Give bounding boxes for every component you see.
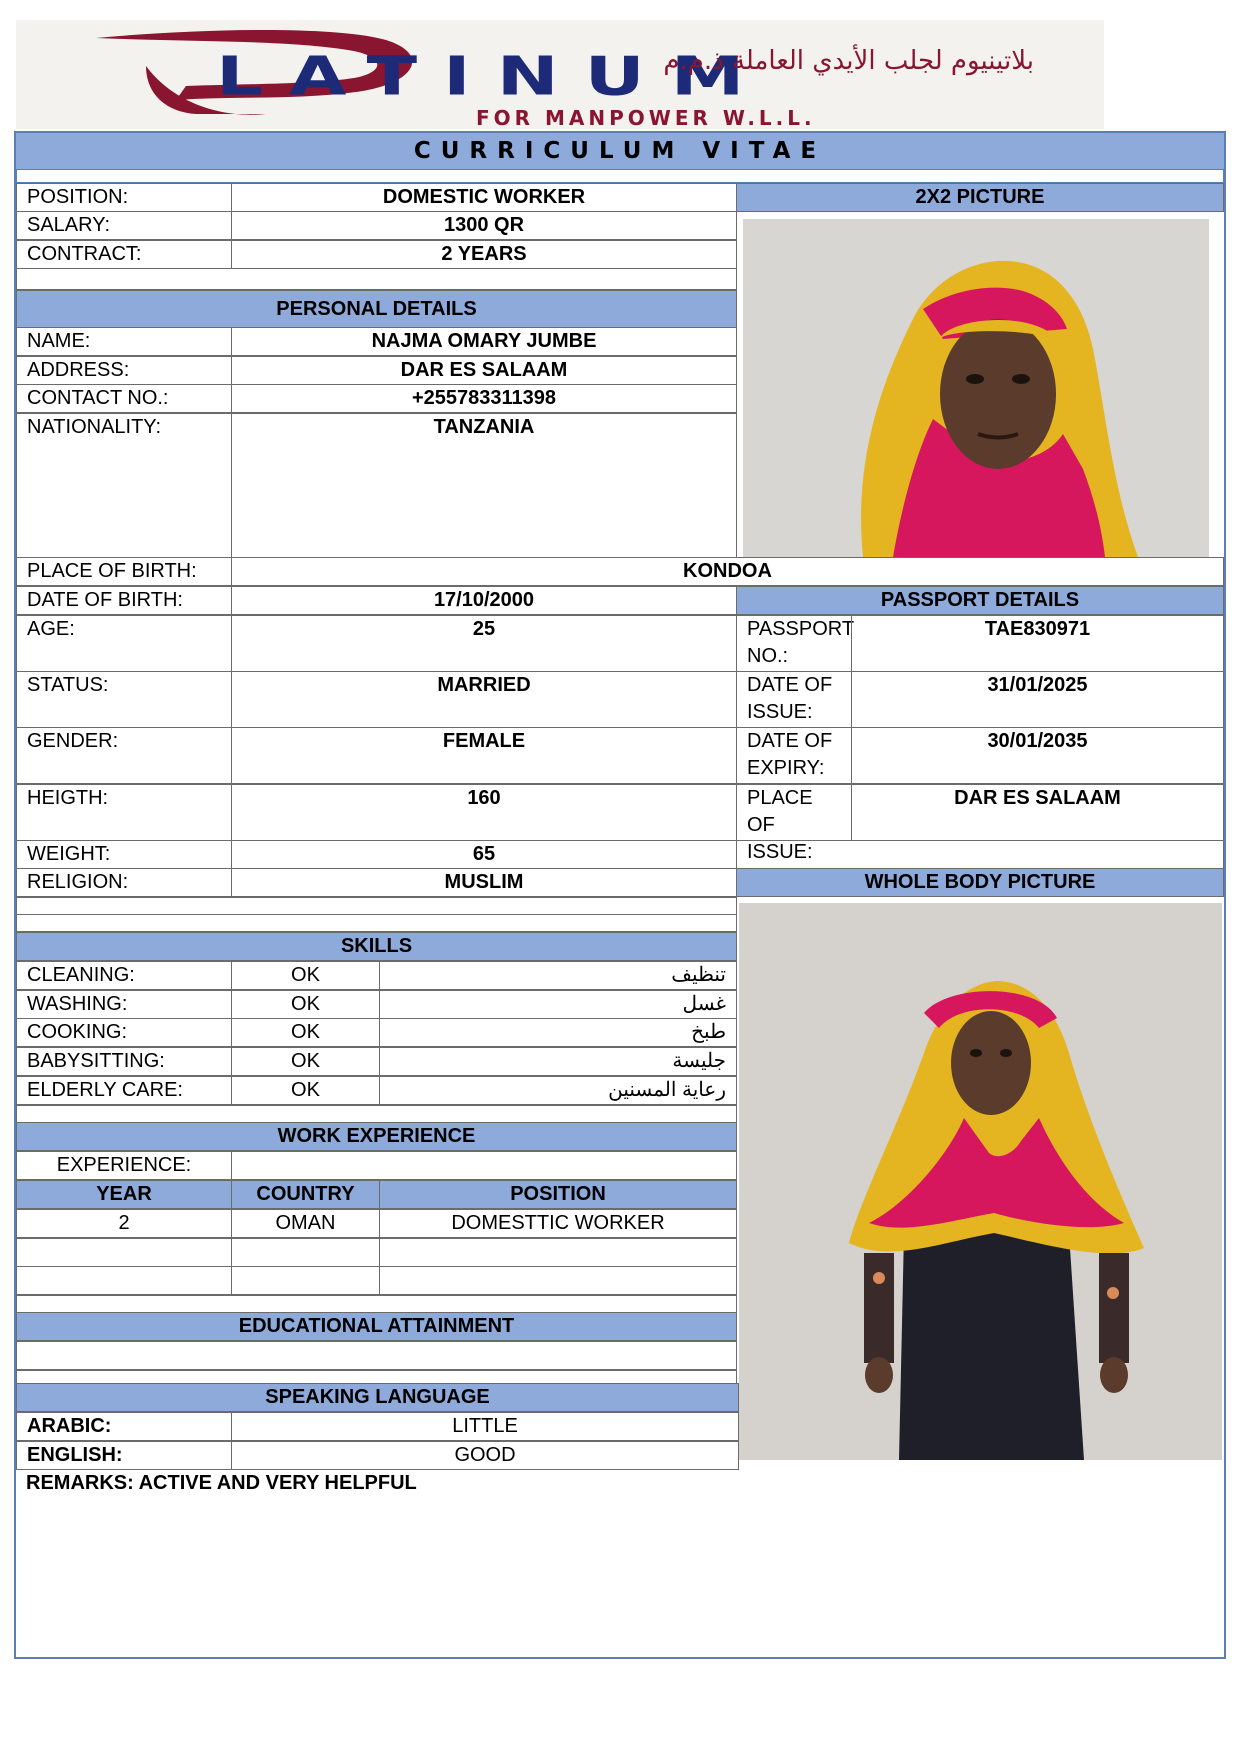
spacer-row: [16, 268, 737, 290]
religion-label: RELIGION:: [16, 868, 232, 897]
skill-arabic: جليسة: [379, 1047, 737, 1076]
spacer-row: [16, 169, 1224, 183]
company-logo: [16, 20, 1104, 129]
position-label: POSITION:: [16, 183, 232, 212]
spacer-row: [736, 840, 1224, 869]
work-empty-cell: [231, 1238, 380, 1267]
place-of-issue-label: PLACE OF ISSUE:: [736, 784, 852, 841]
salary-label: SALARY:: [16, 211, 232, 240]
date-of-expiry-label: DATE OF EXPIRY:: [736, 727, 852, 784]
date-of-birth-label: DATE OF BIRTH:: [16, 586, 232, 615]
work-experience-header: WORK EXPERIENCE: [16, 1122, 737, 1151]
skill-label: WASHING:: [16, 990, 232, 1019]
portrait-illustration: [743, 219, 1209, 557]
height-value: 160: [231, 784, 737, 841]
nationality-label: NATIONALITY:: [16, 413, 232, 558]
education-header: EDUCATIONAL ATTAINMENT: [16, 1312, 737, 1341]
status-value: MARRIED: [231, 671, 737, 728]
work-position: DOMESTTIC WORKER: [379, 1209, 737, 1238]
work-empty-cell: [16, 1238, 232, 1267]
col-position: POSITION: [379, 1180, 737, 1209]
col-country: COUNTRY: [231, 1180, 380, 1209]
skill-arabic: غسل: [379, 990, 737, 1019]
passport-details-header: PASSPORT DETAILS: [736, 586, 1224, 615]
skill-value: OK: [231, 1018, 380, 1047]
place-of-birth-value: KONDOA: [231, 557, 1224, 586]
experience-value: [231, 1151, 737, 1180]
spacer-row: [16, 897, 737, 915]
name-label: NAME:: [16, 327, 232, 356]
contact-label: CONTACT NO.:: [16, 384, 232, 413]
salary-value: 1300 QR: [231, 211, 737, 240]
work-empty-cell: [379, 1266, 737, 1295]
work-empty-cell: [16, 1266, 232, 1295]
work-year: 2: [16, 1209, 232, 1238]
work-country: OMAN: [231, 1209, 380, 1238]
spacer-row: [16, 1295, 737, 1313]
skill-arabic: تنظيف: [379, 961, 737, 990]
skill-value: OK: [231, 961, 380, 990]
gender-value: FEMALE: [231, 727, 737, 784]
experience-label: EXPERIENCE:: [16, 1151, 232, 1180]
skill-arabic: رعاية المسنين: [379, 1076, 737, 1105]
logo-tagline: FOR MANPOWER W.L.L.: [476, 106, 816, 130]
spacer-row: [16, 1370, 737, 1384]
speaking-language-header: SPEAKING LANGUAGE: [16, 1383, 739, 1412]
whole-body-picture-header: WHOLE BODY PICTURE: [736, 868, 1224, 897]
age-label: AGE:: [16, 615, 232, 672]
weight-label: WEIGHT:: [16, 840, 232, 869]
skill-label: COOKING:: [16, 1018, 232, 1047]
date-of-issue-value: 31/01/2025: [851, 671, 1224, 728]
contact-value: +255783311398: [231, 384, 737, 413]
personal-details-header: PERSONAL DETAILS: [16, 290, 737, 328]
position-value: DOMESTIC WORKER: [231, 183, 737, 212]
english-level: GOOD: [231, 1441, 739, 1470]
arabic-label: ARABIC:: [16, 1412, 232, 1441]
skill-label: ELDERLY CARE:: [16, 1076, 232, 1105]
logo-arabic-text: بلاتينيوم لجلب الأيدي العاملة ذ.م.م: [663, 46, 1034, 76]
skills-header: SKILLS: [16, 932, 737, 961]
portrait-photo: [743, 219, 1209, 557]
work-empty-cell: [231, 1266, 380, 1295]
contract-value: 2 YEARS: [231, 240, 737, 269]
nationality-value: TANZANIA: [231, 413, 737, 558]
whole-body-illustration: [739, 903, 1222, 1460]
passport-no-label: PASSPORT NO.:: [736, 615, 852, 672]
status-label: STATUS:: [16, 671, 232, 728]
age-value: 25: [231, 615, 737, 672]
skill-label: BABYSITTING:: [16, 1047, 232, 1076]
english-label: ENGLISH:: [16, 1441, 232, 1470]
education-value: [16, 1341, 737, 1370]
address-label: ADDRESS:: [16, 356, 232, 385]
skill-value: OK: [231, 1076, 380, 1105]
spacer-row: [16, 1105, 737, 1123]
contract-label: CONTRACT:: [16, 240, 232, 269]
religion-value: MUSLIM: [231, 868, 737, 897]
spacer-row: [16, 914, 737, 932]
picture-header: 2X2 PICTURE: [736, 183, 1224, 212]
name-value: NAJMA OMARY JUMBE: [231, 327, 737, 356]
passport-no-value: TAE830971: [851, 615, 1224, 672]
cv-title: CURRICULUM VITAE: [16, 131, 1224, 169]
logo-brand-text: LATINUM: [216, 45, 771, 108]
skill-arabic: طبخ: [379, 1018, 737, 1047]
whole-body-photo: [739, 903, 1222, 1460]
skill-value: OK: [231, 990, 380, 1019]
date-of-expiry-value: 30/01/2035: [851, 727, 1224, 784]
date-of-birth-value: 17/10/2000: [231, 586, 737, 615]
col-year: YEAR: [16, 1180, 232, 1209]
skill-label: CLEANING:: [16, 961, 232, 990]
gender-label: GENDER:: [16, 727, 232, 784]
arabic-level: LITTLE: [231, 1412, 739, 1441]
place-of-birth-label: PLACE OF BIRTH:: [16, 557, 232, 586]
skill-value: OK: [231, 1047, 380, 1076]
date-of-issue-label: DATE OF ISSUE:: [736, 671, 852, 728]
weight-value: 65: [231, 840, 737, 869]
height-label: HEIGTH:: [16, 784, 232, 841]
place-of-issue-value: DAR ES SALAAM: [851, 784, 1224, 841]
address-value: DAR ES SALAAM: [231, 356, 737, 385]
remarks: REMARKS: ACTIVE AND VERY HELPFUL: [26, 1472, 417, 1494]
work-empty-cell: [379, 1238, 737, 1267]
